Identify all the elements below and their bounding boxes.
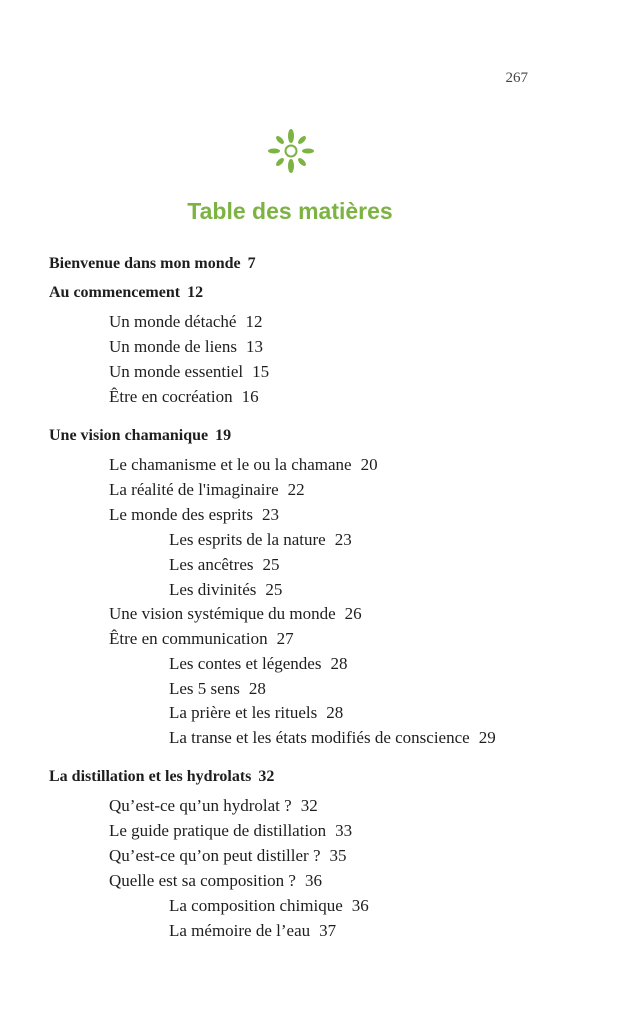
toc-section-entry: [109, 362, 269, 382]
toc-entry-title: Au commencement: [49, 284, 181, 301]
toc-entry-title: Un monde détaché: [109, 312, 237, 331]
toc-entry-title: Les contes et légendes: [169, 654, 322, 673]
toc-entry-page-number: 19: [215, 427, 232, 444]
toc-entry-title: La réalité de l'imaginaire: [109, 480, 279, 499]
toc-section-entry: [109, 604, 362, 624]
toc-section-entry: [109, 455, 378, 475]
toc-entry-page-number: 27: [276, 629, 294, 648]
toc-entry-page-number: 25: [265, 580, 283, 599]
toc-entry-title: La transe et les états modifiés de conscience: [169, 728, 470, 747]
toc-entry-page-number: 25: [262, 555, 280, 574]
toc-entry-page-number: 32: [300, 796, 318, 815]
toc-entry-page-number: 28: [248, 679, 266, 698]
toc-section-entry: [109, 629, 294, 649]
toc-entry-title: Les divinités: [169, 580, 257, 599]
toc-entry-page-number: 36: [304, 871, 322, 890]
toc-section-entry: [109, 387, 259, 407]
toc-entry-title: Qu’est-ce qu’on peut distiller ?: [109, 846, 321, 865]
toc-entry-page-number: 29: [478, 728, 496, 747]
toc-chapter-entry: [49, 426, 231, 446]
toc-entry-page-number: 28: [326, 703, 344, 722]
toc-entry-page-number: 33: [335, 821, 353, 840]
toc-section-entry: [109, 846, 347, 866]
toc-entry-title: La prière et les rituels: [169, 703, 318, 722]
toc-entry-title: Les 5 sens: [169, 679, 240, 698]
toc-section-entry: [109, 337, 263, 357]
toc-entry-page-number: 22: [287, 480, 305, 499]
toc-entry-page-number: 12: [245, 312, 263, 331]
toc-entry-title: Une vision systémique du monde: [109, 604, 336, 623]
toc-entry-title: Être en cocréation: [109, 387, 233, 406]
toc-entry-page-number: 23: [262, 505, 279, 524]
toc-section-entry: [109, 505, 279, 525]
page-number: 267: [505, 70, 528, 86]
toc-entry-page-number: 35: [329, 846, 347, 865]
toc-chapter-entry: [49, 283, 203, 303]
toc-section-entry: [109, 796, 318, 816]
toc-entry-page-number: 13: [245, 337, 263, 356]
toc-section-entry: [169, 728, 496, 748]
toc-section-entry: [169, 555, 279, 575]
toc-entry-title: Quelle est sa composition ?: [109, 871, 296, 890]
toc-section-entry: [169, 921, 336, 941]
toc-entry-page-number: 26: [344, 604, 362, 623]
toc-entry-title: La composition chimique: [169, 896, 343, 915]
toc-section-entry: [169, 703, 343, 723]
toc-entry-title: Le monde des esprits: [109, 505, 253, 524]
toc-section-entry: [169, 580, 282, 600]
toc-section-entry: [109, 312, 262, 332]
toc-entry-page-number: 37: [319, 921, 337, 940]
toc-section-entry: [169, 896, 369, 916]
sun-flower-icon: [268, 128, 314, 174]
toc-section-entry: [109, 871, 322, 891]
toc-entry-title: Qu’est-ce qu’un hydrolat ?: [109, 796, 292, 815]
toc-entry-title: Le chamanisme et le ou la chamane: [109, 455, 352, 474]
toc-entry-page-number: 12: [187, 284, 204, 301]
toc-section-entry: [169, 654, 347, 674]
toc-chapter-entry: [49, 767, 274, 787]
toc-entry-title: Les ancêtres: [169, 555, 254, 574]
toc-entry-title: Les esprits de la nature: [169, 530, 326, 549]
toc-section-entry: [169, 679, 266, 699]
toc-entry-title: Un monde essentiel: [109, 362, 244, 381]
toc-section-entry: [109, 480, 305, 500]
toc-entry-title: Une vision chamanique: [49, 427, 209, 444]
toc-entry-page-number: 28: [330, 654, 348, 673]
toc-section-entry: [109, 821, 352, 841]
toc-entry-page-number: 36: [351, 896, 369, 915]
page-title: Table des matières: [187, 198, 393, 224]
toc-entry-title: La mémoire de l’eau: [169, 921, 311, 940]
toc-entry-title: Être en communication: [109, 629, 268, 648]
toc-entry-page-number: 16: [241, 387, 259, 406]
toc-entry-title: Le guide pratique de distillation: [109, 821, 327, 840]
toc-entry-page-number: 7: [247, 255, 256, 272]
toc-section-entry: [169, 530, 352, 550]
toc-entry-title: La distillation et les hydrolats: [49, 768, 252, 785]
toc-entry-title: Un monde de liens: [109, 337, 237, 356]
toc-chapter-entry: [49, 254, 256, 274]
toc-entry-page-number: 23: [334, 530, 352, 549]
toc-entry-title: Bienvenue dans mon monde: [49, 255, 241, 272]
toc-entry-page-number: 15: [252, 362, 270, 381]
toc-entry-page-number: 32: [258, 768, 275, 785]
toc-entry-page-number: 20: [360, 455, 378, 474]
